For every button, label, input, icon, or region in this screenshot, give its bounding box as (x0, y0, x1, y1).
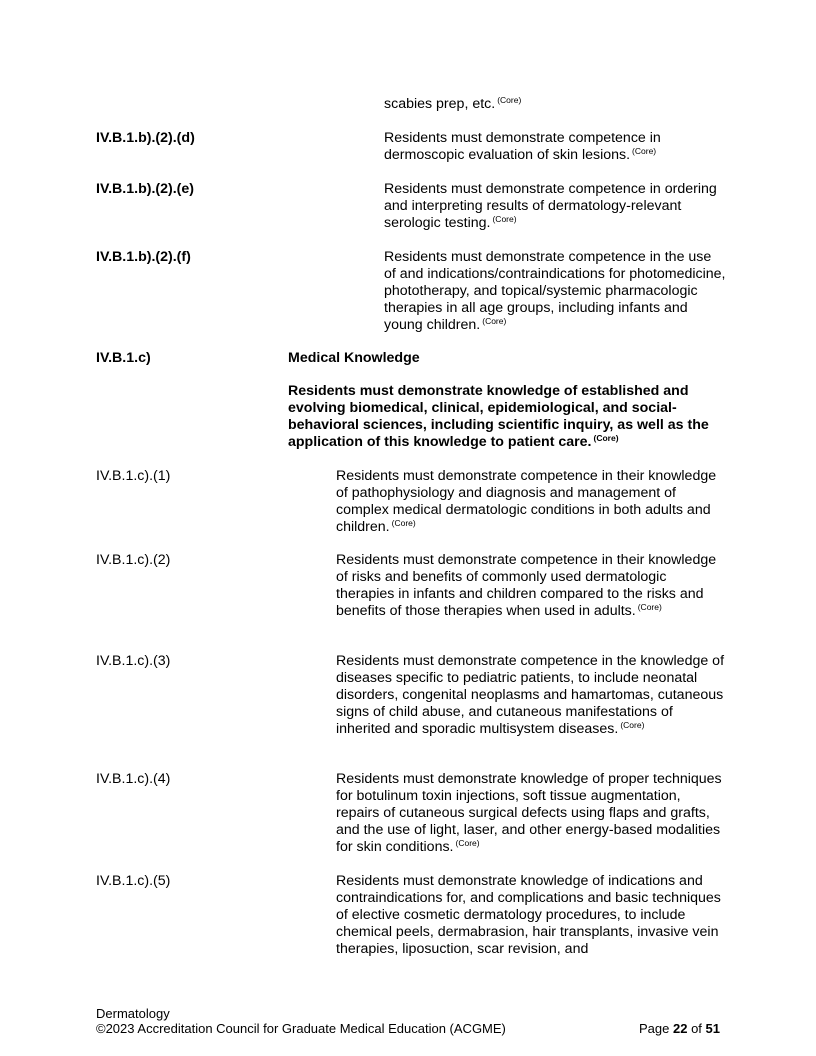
footer-copyright: ©2023 Accreditation Council for Graduate Medical Education (ACGME) (96, 1021, 506, 1036)
subitem-number: IV.B.1.c).(5) (96, 873, 171, 889)
section-heading: Medical Knowledge (288, 350, 420, 366)
item-text: Residents must demonstrate competence in the use of and indications/contraindications for photomedicine, phototherapy, and topical/systemic pharmacologic therapies in all age groups, including infants and young children. $^{(Core)}$ (384, 249, 726, 333)
section-text: Residents must demonstrate knowledge of established and evolving biomedical, clinical, epidemiological, and social-behavioral sciences, including scientific inquiry, as well as the application of this knowledge to patient care. $^{(Core)}$ (288, 383, 709, 450)
item-number: IV.B.1.b).(2).(f) (96, 249, 191, 265)
page-of: of (691, 1021, 702, 1036)
subitem-text: Residents must demonstrate competence in the knowledge of diseases specific to pediatric patients, to include neonatal disorders, congenital neoplasms and hamartomas, cutaneous signs of child abuse, and cutaneous manifestations of inherited and sporadic multisystem diseases. $^{(Core)}$ (336, 653, 725, 737)
item-text: Residents must demonstrate competence in dermoscopic evaluation of skin lesions. $^{(Core)}$ (384, 130, 661, 163)
subitem-text: Residents must demonstrate competence in their knowledge of risks and benefits of commonly used dermatologic therapies in infants and children compared to the risks and benefits of those therapies when used in adults. $^{(Core)}$ (336, 552, 717, 619)
subitem-text: Residents must demonstrate competence in their knowledge of pathophysiology and diagnosis and management of complex medical dermatologic conditions in both adults and children. $^{(Core)}$ (336, 468, 717, 535)
page-current: 22 (672, 1021, 688, 1036)
section-number: IV.B.1.c) (96, 350, 151, 366)
item-text: Residents must demonstrate competence in ordering and interpreting results of dermatology-relevant serologic testing. $^{(Core)}$ (384, 181, 717, 231)
subitem-number: IV.B.1.c).(4) (96, 771, 171, 787)
subitem-text: Residents must demonstrate knowledge of proper techniques for botulinum toxin injections, soft tissue augmentation, repairs of cutaneous surgical defects using flaps and grafts, and the use of light, laser, and other energy-based modalities for skin conditions. $^{(Core)}$ (336, 771, 722, 855)
continuation-text: scabies prep, etc. $^{(Core)}$ (384, 95, 522, 112)
subitem-number: IV.B.1.c).(3) (96, 653, 171, 669)
core-tag: (Core) (497, 95, 522, 105)
core-tag: (Core) (455, 838, 480, 848)
core-tag: (Core) (620, 720, 645, 730)
core-tag: (Core) (482, 316, 507, 326)
page-footer (96, 1006, 726, 1036)
core-tag: (Core) (492, 214, 517, 224)
item-number: IV.B.1.b).(2).(e) (96, 181, 195, 197)
subitem-number: IV.B.1.c).(1) (96, 468, 171, 484)
page-number (639, 1021, 720, 1036)
core-tag: (Core) (593, 433, 619, 443)
subitem-number: IV.B.1.c).(2) (96, 552, 171, 568)
page-label: Page (638, 1021, 670, 1036)
page-total: 51 (705, 1021, 720, 1036)
core-tag: (Core) (391, 518, 416, 528)
item-number: IV.B.1.b).(2).(d) (96, 130, 195, 146)
core-tag: (Core) (637, 602, 662, 612)
core-tag: (Core) (632, 146, 657, 156)
footer-specialty: Dermatology (96, 1006, 170, 1021)
subitem-text: Residents must demonstrate knowledge of indications and contraindications for, and complications and basic techniques of elective cosmetic dermatology procedures, to include chemical peels, dermabrasion, hair transplants, invasive vein therapies, liposuction, scar revision, and (336, 873, 721, 957)
